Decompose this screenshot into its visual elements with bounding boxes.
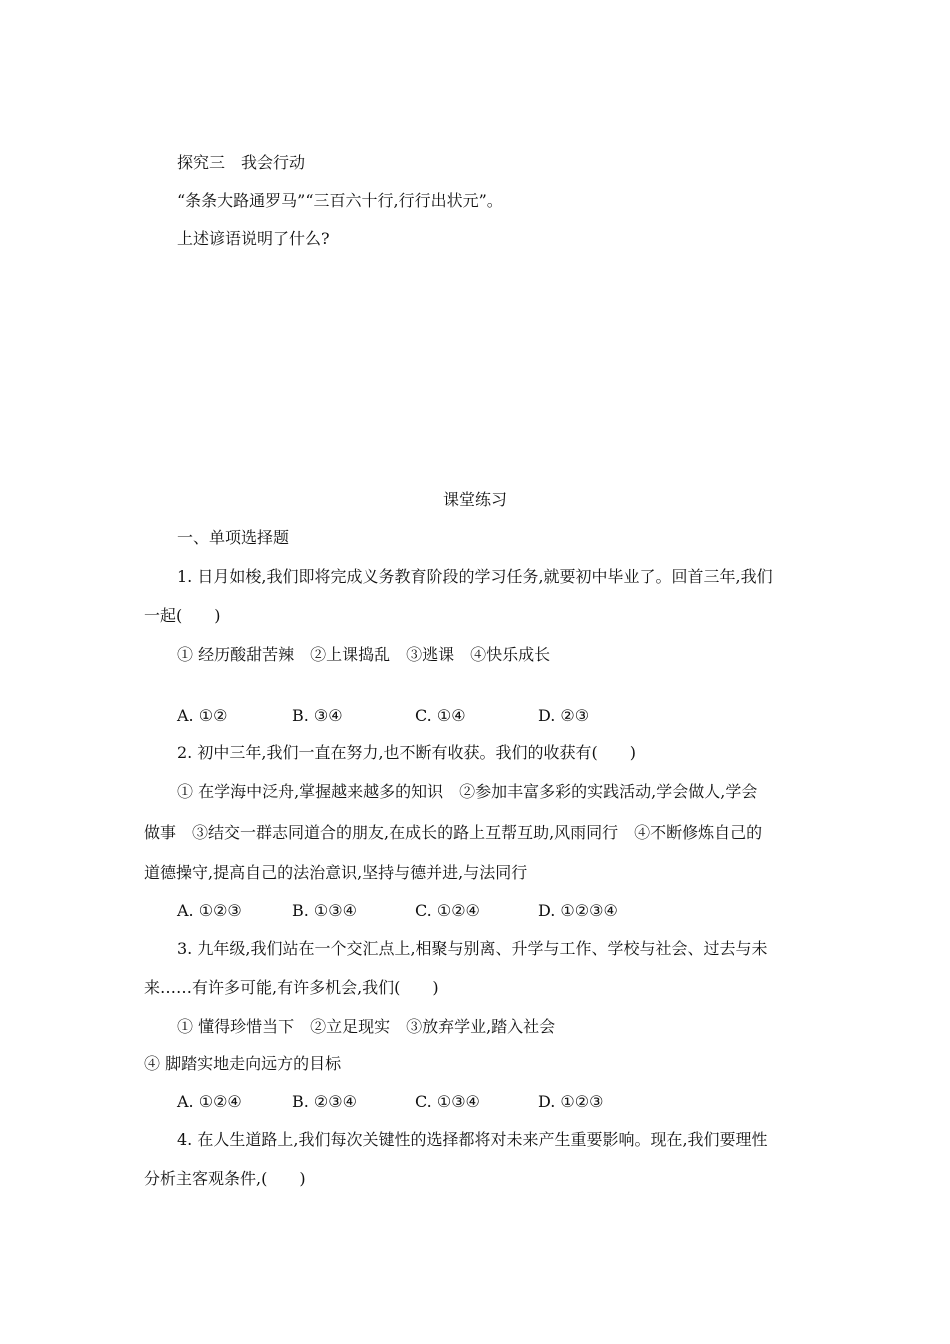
q2-option-b[interactable]: B. ①③④ <box>292 901 357 920</box>
q4-stem-line1: 4. 在人生道路上,我们每次关键性的选择都将对未来产生重要影响。现在,我们要理性 <box>177 1130 768 1149</box>
q2-option-a[interactable]: A. ①②③ <box>177 901 242 920</box>
q3-option-b[interactable]: B. ②③④ <box>292 1092 357 1111</box>
q3-option-a[interactable]: A. ①②④ <box>177 1092 242 1111</box>
q3-items-line2: ④ 脚踏实地走向远方的目标 <box>144 1054 342 1073</box>
q2-options <box>177 900 697 922</box>
q1-option-b[interactable]: B. ③④ <box>292 706 343 725</box>
inquiry-question: 上述谚语说明了什么? <box>177 229 330 248</box>
practice-title: 课堂练习 <box>442 490 507 509</box>
q1-items: ① 经历酸甜苦辣 ②上课捣乱 ③逃课 ④快乐成长 <box>177 645 551 664</box>
q2-option-d[interactable]: D. ①②③④ <box>538 901 618 920</box>
q1-option-a[interactable]: A. ①② <box>177 706 228 725</box>
section-heading: 一、单项选择题 <box>177 528 290 547</box>
q2-option-c[interactable]: C. ①②④ <box>415 901 480 920</box>
q2-items-line3: 道德操守,提高自己的法治意识,坚持与德并进,与法同行 <box>144 863 528 882</box>
q2-items-line2: 做事 ③结交一群志同道合的朋友,在成长的路上互帮互助,风雨同行 ④不断修炼自己的 <box>144 823 763 842</box>
q2-items-line1: ① 在学海中泛舟,掌握越来越多的知识 ②参加丰富多彩的实践活动,学会做人,学会 <box>177 782 758 801</box>
q4-stem-line2: 分析主客观条件,( ) <box>144 1169 306 1188</box>
q3-option-c[interactable]: C. ①③④ <box>415 1092 480 1111</box>
q1-option-d[interactable]: D. ②③ <box>538 706 590 725</box>
q3-stem-line1: 3. 九年级,我们站在一个交汇点上,相聚与别离、升学与工作、学校与社会、过去与未 <box>177 939 768 958</box>
q3-options <box>177 1091 697 1113</box>
inquiry-proverbs: “条条大路通罗马”“三百六十行,行行出状元”。 <box>177 191 503 210</box>
q3-stem-line2: 来……有许多可能,有许多机会,我们( ) <box>144 978 439 997</box>
inquiry-heading: 探究三 我会行动 <box>177 153 306 172</box>
q1-option-c[interactable]: C. ①④ <box>415 706 466 725</box>
q1-stem-line1: 1. 日月如梭,我们即将完成义务教育阶段的学习任务,就要初中毕业了。回首三年,我们 <box>177 567 773 586</box>
q1-options <box>177 705 697 727</box>
q2-stem: 2. 初中三年,我们一直在努力,也不断有收获。我们的收获有( ) <box>177 743 637 762</box>
q3-option-d[interactable]: D. ①②③ <box>538 1092 604 1111</box>
q1-stem-line2: 一起( ) <box>144 606 221 625</box>
q3-items-line1: ① 懂得珍惜当下 ②立足现实 ③放弃学业,踏入社会 <box>177 1017 556 1036</box>
